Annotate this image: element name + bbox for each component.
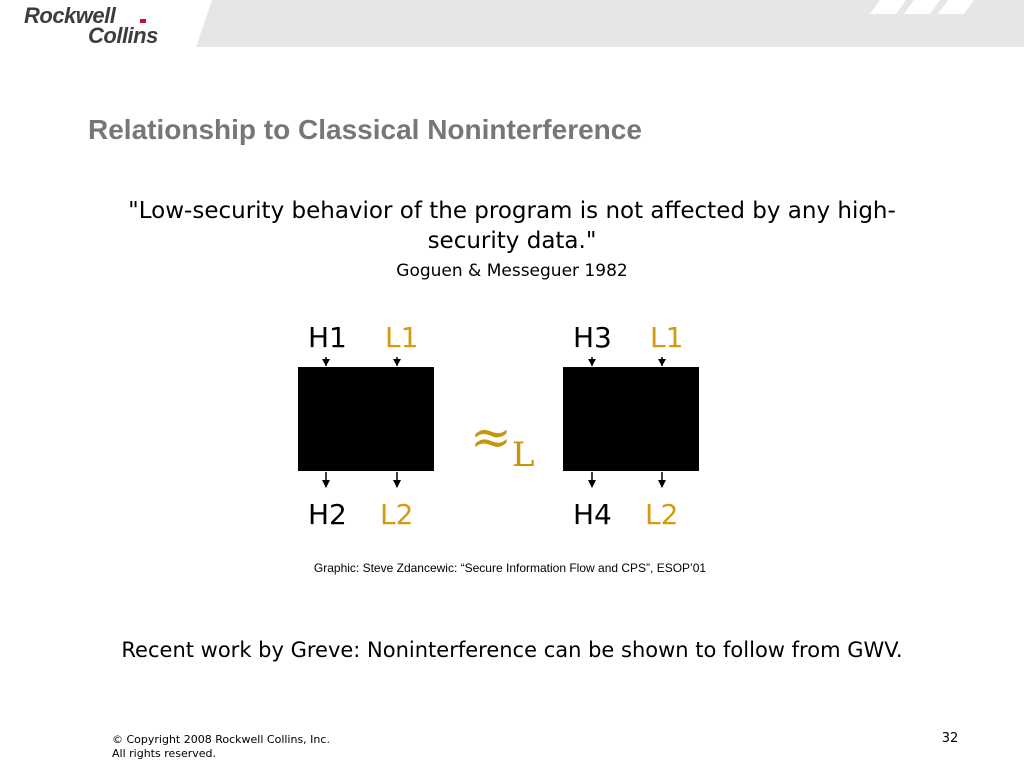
- approx-subscript: L: [511, 435, 535, 475]
- logo-line2: Collins: [88, 23, 158, 48]
- label-h3: H3: [573, 321, 612, 354]
- quote-text: "Low-security behavior of the program is not affected by any high-security data.": [128, 198, 896, 254]
- label-l2-right: L2: [645, 498, 679, 531]
- greve-note: Recent work by Greve: Noninterference can be shown to follow from GWV.: [121, 638, 903, 662]
- copyright-notice: [112, 733, 330, 761]
- page-number: 32: [941, 731, 959, 746]
- copyright-line2: All rights reserved.: [112, 747, 217, 760]
- label-h1: H1: [308, 321, 347, 354]
- right-program-box: [563, 367, 699, 471]
- slide-title: Relationship to Classical Noninterference: [88, 114, 642, 145]
- label-h4: H4: [573, 498, 612, 531]
- low-equivalence-symbol: [470, 408, 535, 475]
- logo-line1: Rockwell: [24, 3, 116, 28]
- approx-symbol: ≈: [470, 408, 512, 466]
- label-l2-left: L2: [380, 498, 414, 531]
- graphic-credit: Graphic: Steve Zdancewic: “Secure Information Flow and CPS”, ESOP’01: [313, 561, 707, 575]
- label-l1-right: L1: [650, 321, 684, 354]
- label-h2: H2: [308, 498, 347, 531]
- quote-attribution: Goguen & Messeguer 1982: [396, 261, 628, 281]
- copyright-line1: © Copyright 2008 Rockwell Collins, Inc.: [112, 733, 330, 746]
- label-l1-left: L1: [385, 321, 419, 354]
- left-program-box: [298, 367, 434, 471]
